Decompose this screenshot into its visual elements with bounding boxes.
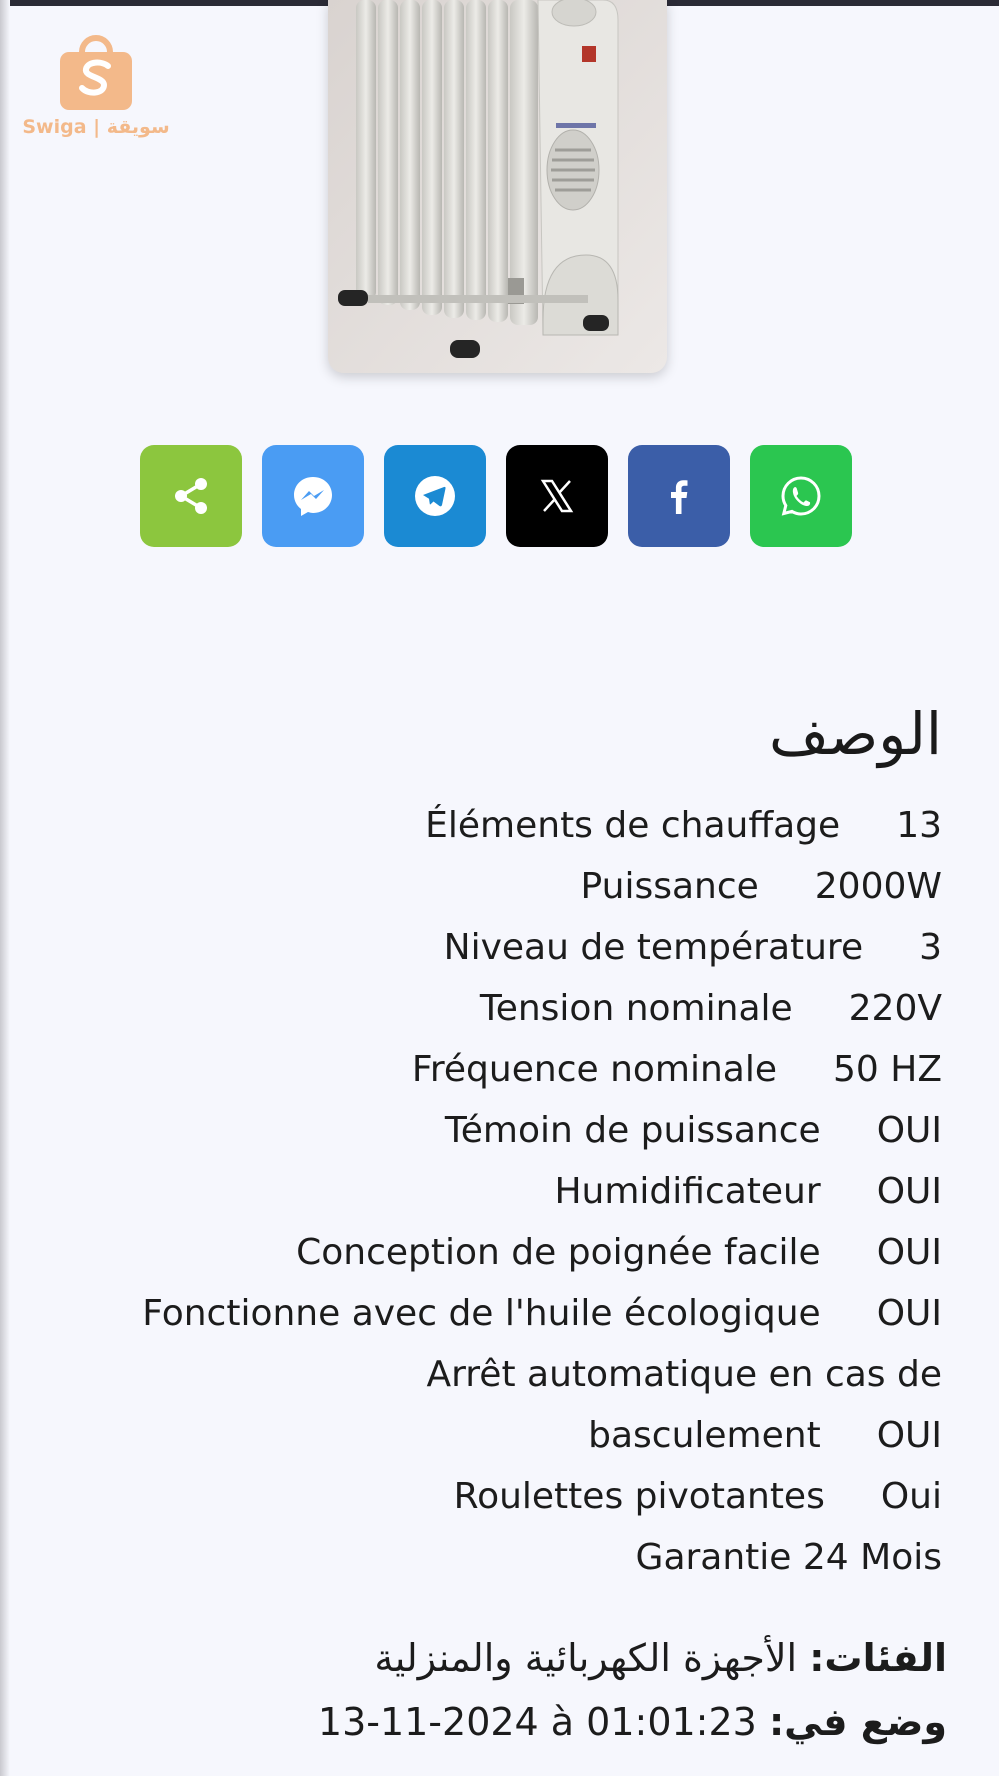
spec-label: Niveau de température: [443, 927, 864, 968]
spec-line: [82, 1405, 942, 1466]
category-label: الفئات:: [809, 1636, 947, 1680]
oil-heater-image: [328, 0, 667, 373]
spec-value: 2000W: [814, 866, 942, 907]
category-row: [47, 1636, 947, 1680]
facebook-icon: [657, 474, 701, 518]
spec-label: Roulettes pivotantes: [453, 1476, 825, 1517]
spec-value: 3: [919, 927, 942, 968]
spec-line: [82, 978, 942, 1039]
spec-line: [82, 1527, 942, 1588]
spec-value: OUI: [876, 1232, 942, 1273]
spec-label: Éléments de chauffage: [425, 805, 841, 846]
messenger-share-button[interactable]: [262, 445, 364, 547]
spec-line: [82, 795, 942, 856]
facebook-share-button[interactable]: [628, 445, 730, 547]
spec-label: Conception de poignée facile: [296, 1232, 821, 1273]
spec-line: [82, 917, 942, 978]
posted-date-label: وضع في:: [768, 1700, 947, 1744]
spec-value: Oui: [880, 1476, 942, 1517]
share-icon: [169, 474, 213, 518]
spec-value: OUI: [876, 1293, 942, 1334]
posted-date-row: [47, 1700, 947, 1744]
spec-label: Témoin de puissance: [444, 1110, 821, 1151]
category-link[interactable]: الأجهزة الكهربائية والمنزلية: [374, 1636, 798, 1680]
spec-label: Arrêt automatique en cas de: [426, 1354, 942, 1395]
spec-line: [82, 1100, 942, 1161]
spec-line: [82, 1161, 942, 1222]
x-share-button[interactable]: [506, 445, 608, 547]
posted-date-value: 13-11-2024 à 01:01:23: [317, 1700, 757, 1744]
left-edge-shadow: [0, 0, 10, 1776]
messenger-icon: [291, 474, 335, 518]
telegram-share-button[interactable]: [384, 445, 486, 547]
x-icon: [535, 474, 579, 518]
telegram-icon: [413, 474, 457, 518]
spec-line: [82, 1344, 942, 1405]
spec-value: OUI: [876, 1171, 942, 1212]
spec-label: Fréquence nominale: [411, 1049, 778, 1090]
site-logo[interactable]: [16, 28, 176, 148]
spec-list: [82, 795, 942, 1588]
spec-line: [82, 1466, 942, 1527]
spec-line: [82, 1039, 942, 1100]
spec-label: Tension nominale: [479, 988, 793, 1029]
shopping-bag-icon: [16, 28, 176, 118]
whatsapp-share-button[interactable]: [750, 445, 852, 547]
description-title: الوصف: [768, 700, 942, 768]
spec-label: Humidificateur: [554, 1171, 821, 1212]
spec-value: 13: [896, 805, 942, 846]
spec-label: Fonctionne avec de l'huile écologique: [142, 1293, 821, 1334]
logo-text: Swiga | سويقة: [22, 116, 170, 138]
spec-line: [82, 1222, 942, 1283]
spec-line: [82, 1283, 942, 1344]
spec-value: OUI: [876, 1415, 942, 1456]
spec-line: [82, 856, 942, 917]
spec-value: OUI: [876, 1110, 942, 1151]
spec-label: basculement: [588, 1415, 821, 1456]
whatsapp-icon: [779, 474, 823, 518]
spec-value: 50 HZ: [833, 1049, 942, 1090]
spec-value: 220V: [848, 988, 942, 1029]
spec-label: Garantie 24 Mois: [635, 1537, 942, 1578]
share-buttons: [140, 445, 852, 547]
product-image[interactable]: [328, 0, 667, 373]
spec-label: Puissance: [580, 866, 759, 907]
share-button[interactable]: [140, 445, 242, 547]
